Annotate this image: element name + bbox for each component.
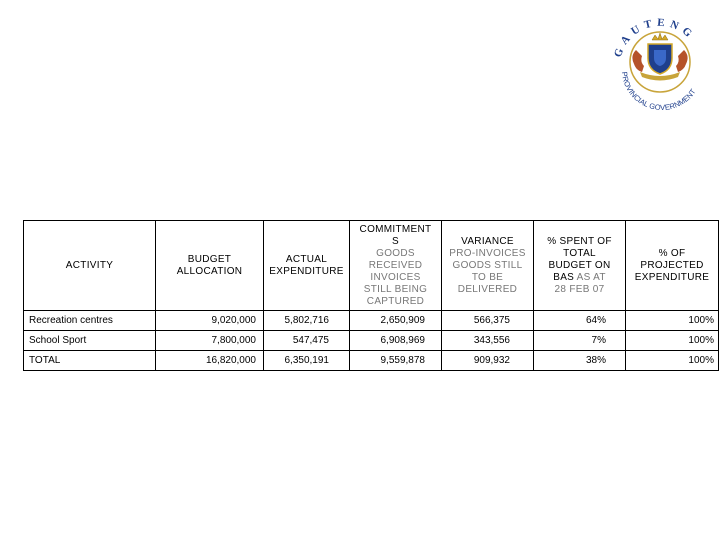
- cell-variance: 343,556: [442, 331, 534, 351]
- header-budget-allocation: BUDGET ALLOCATION: [156, 221, 264, 311]
- cell-actual: 5,802,716: [264, 311, 350, 331]
- cell-spent: 7%: [534, 331, 626, 351]
- cell-commitments: 2,650,909: [350, 311, 442, 331]
- table-row: [24, 331, 719, 351]
- gauteng-logo: [606, 6, 714, 114]
- cell-actual: 547,475: [264, 331, 350, 351]
- header-actual-expenditure: ACTUAL EXPENDITURE: [264, 221, 350, 311]
- cell-spent: 38%: [534, 351, 626, 371]
- cell-activity: School Sport: [24, 331, 156, 351]
- cell-variance: 566,375: [442, 311, 534, 331]
- logo-text-top: GAUTENG: [611, 16, 698, 59]
- header-variance: VARIANCE PRO-INVOICES GOODS STILL TO BE DELIVERED: [442, 221, 534, 311]
- header-percent-projected: % OF PROJECTED EXPENDITURE: [626, 221, 719, 311]
- header-percent-spent: % SPENT OF TOTAL BUDGET ON BAS AS AT 28 FEB 07: [534, 221, 626, 311]
- logo-text-bottom: PROVINCIAL GOVERNMENT: [619, 71, 698, 113]
- cell-actual: 6,350,191: [264, 351, 350, 371]
- cell-commitments: 9,559,878: [350, 351, 442, 371]
- cell-spent: 64%: [534, 311, 626, 331]
- budget-table: [23, 220, 719, 371]
- cell-activity: Recreation centres: [24, 311, 156, 331]
- cell-commitments: 6,908,969: [350, 331, 442, 351]
- cell-budget: 16,820,000: [156, 351, 264, 371]
- cell-projected: 100%: [626, 351, 719, 371]
- cell-projected: 100%: [626, 311, 719, 331]
- table-row: [24, 311, 719, 331]
- cell-budget: 9,020,000: [156, 311, 264, 331]
- header-commitments: COMMITMENT S GOODS RECEIVED INVOICES STILL BEING CAPTURED: [350, 221, 442, 311]
- cell-activity: TOTAL: [24, 351, 156, 371]
- cell-budget: 7,800,000: [156, 331, 264, 351]
- table-header-row: [24, 221, 719, 311]
- cell-projected: 100%: [626, 331, 719, 351]
- header-activity: ACTIVITY: [24, 221, 156, 311]
- table-row-total: [24, 351, 719, 371]
- cell-variance: 909,932: [442, 351, 534, 371]
